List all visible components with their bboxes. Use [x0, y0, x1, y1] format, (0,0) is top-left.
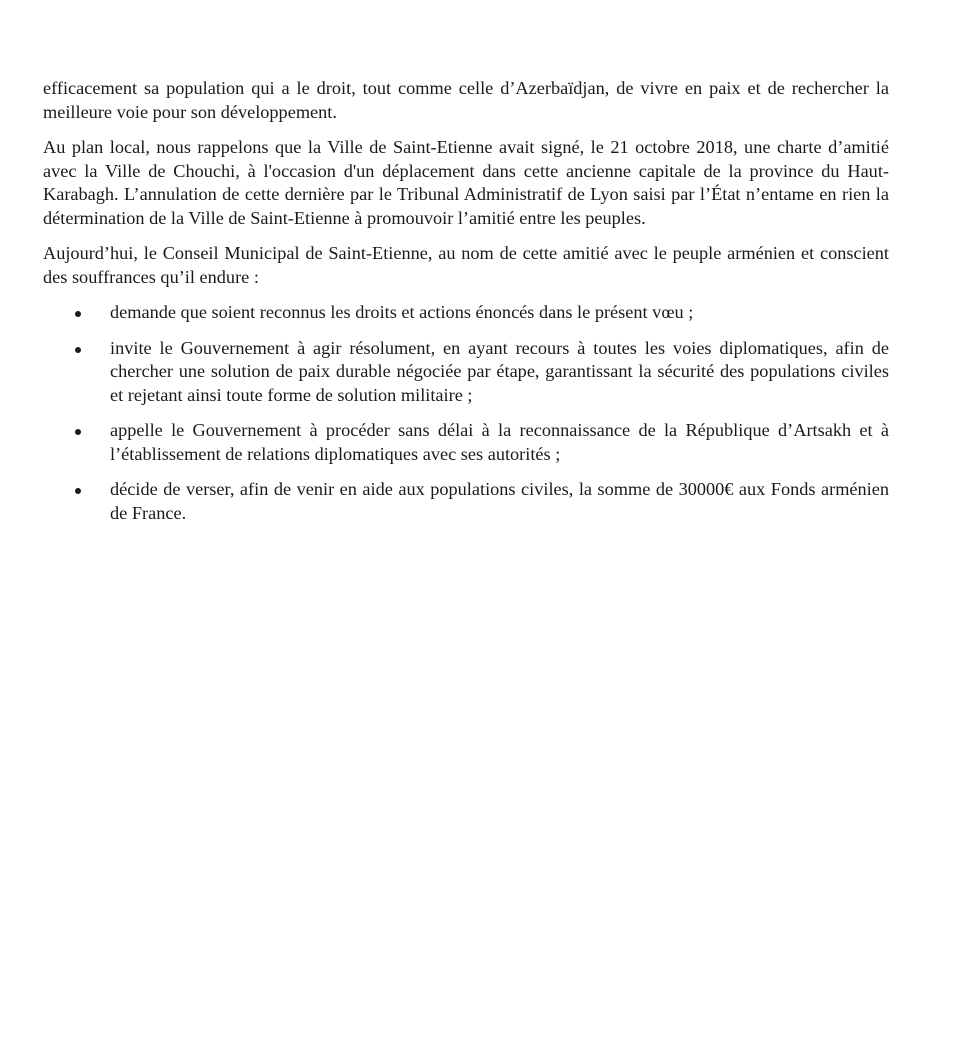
- list-item: [43, 301, 889, 325]
- list-item: [43, 419, 889, 466]
- list-item: [43, 337, 889, 408]
- paragraph-council-statement: Aujourd’hui, le Conseil Municipal de Saint-Etienne, au nom de cette amitié avec le peuple arménien et conscient des souffrances qu’il endure :: [43, 243, 889, 287]
- bullet-icon: [75, 311, 81, 317]
- document-page: [43, 77, 889, 537]
- paragraph-continuation: efficacement sa population qui a le droit, tout comme celle d’Azerbaïdjan, de vivre en paix et de rechercher la meilleure voie pour son développement.: [43, 78, 889, 122]
- bullet-icon: [75, 347, 81, 353]
- list-item: [43, 478, 889, 525]
- resolution-list: [43, 301, 889, 525]
- list-item-text: appelle le Gouvernement à procéder sans délai à la reconnaissance de la République d’Artsakh et à l’établissement de relations diplomatiques avec ses autorités ;: [110, 420, 889, 464]
- list-item-text: demande que soient reconnus les droits et actions énoncés dans le présent vœu ;: [110, 302, 694, 322]
- list-item-text: invite le Gouvernement à agir résolument, en ayant recours à toutes les voies diplomatiques, afin de chercher une solution de paix durable négociée par étape, garantissant la sécurité des populations civiles et rejetant ainsi toute forme de solution militaire ;: [110, 337, 889, 405]
- bullet-icon: [75, 429, 81, 435]
- bullet-icon: [75, 488, 81, 494]
- list-item-text: décide de verser, afin de venir en aide aux populations civiles, la somme de 30000€ aux Fonds arménien de France.: [110, 479, 889, 523]
- paragraph-local-context: Au plan local, nous rappelons que la Ville de Saint-Etienne avait signé, le 21 octobre 2018, une charte d’amitié avec la Ville de Chouchi, à l'occasion d'un déplacement dans cette ancienne capitale de la province du Haut-Karabagh. L’annulation de cette dernière par le Tribunal Administratif de Lyon saisi par l’État n’entame en rien la détermination de la Ville de Saint-Etienne à promouvoir l’amitié entre les peuples.: [43, 137, 889, 228]
